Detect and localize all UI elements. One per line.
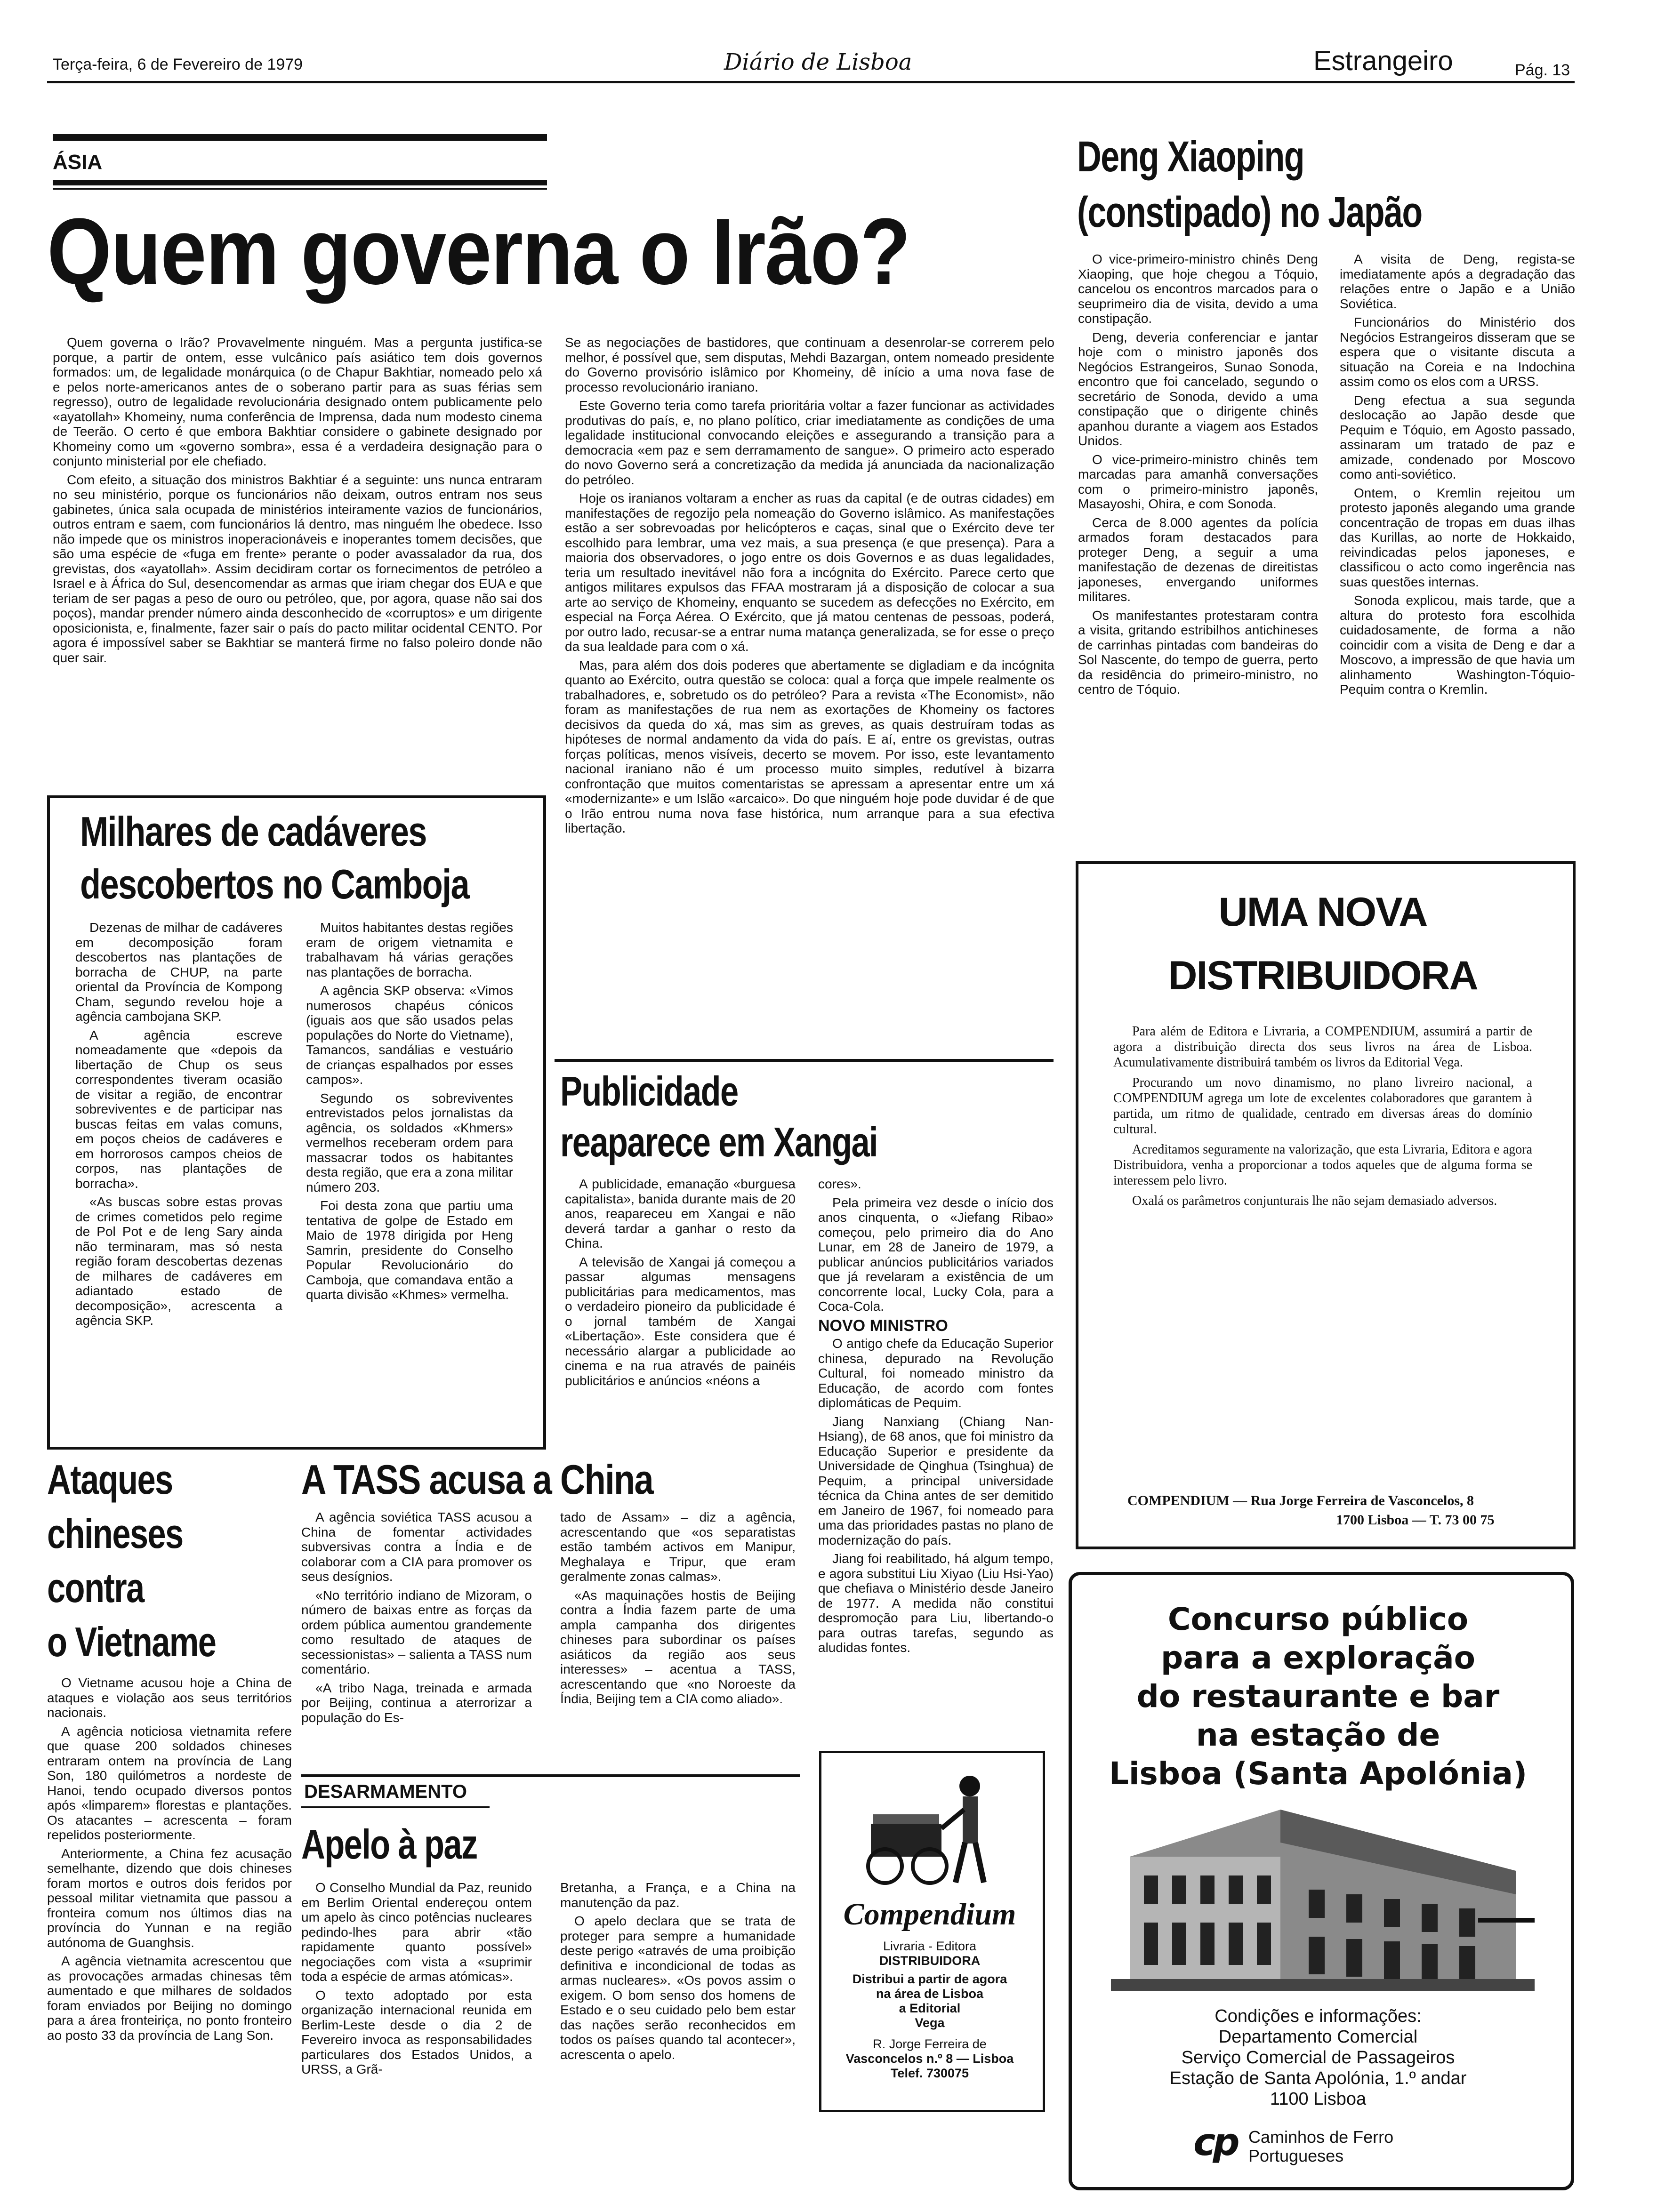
- cambodia-headline-line2: descobertos no Camboja: [80, 861, 469, 907]
- paz-headline: Apelo à paz: [301, 1821, 477, 1867]
- iran-column-2: [565, 335, 1054, 1050]
- ad-line: Distribui a partir de agora: [852, 1972, 1007, 1986]
- ad-line: na área de Lisboa: [876, 1987, 984, 2001]
- ad-line: R. Jorge Ferreira de: [873, 2037, 987, 2051]
- bookseller-illustration: [852, 1767, 1012, 1890]
- paragraph: Bretanha, a França, e a China na manutenção da paz.: [560, 1880, 796, 1910]
- tass-column-2: [560, 1510, 796, 1773]
- concurso-title: [1076, 1600, 1560, 1793]
- paragraph: Dezenas de milhar de cadáveres em decomposição foram descobertos nas plantações de borracha de CHUP, na parte oriental da Província de Kompong Cham, segundo revelou hoje a agência cambojana SKP.: [75, 920, 282, 1024]
- paragraph: Pela primeira vez desde o início dos anos cinquenta, o «Jiefang Ribao» começou, pelo primeiro dia do Ano Lunar, em 28 de Janeiro de 1979, a publicar anúncios publicitários variados que já revelaram a existência de um concorrente local, Lucky Cola, para a Coca-Cola.: [818, 1195, 1054, 1314]
- vietnam-column: [47, 1675, 292, 2160]
- info-line: Serviço Comercial de Passageiros: [1181, 2048, 1455, 2068]
- paz-column-1: [301, 1880, 532, 2163]
- paragraph: O Vietname acusou hoje a China de ataques e violação aos seus territórios nacionais.: [47, 1675, 292, 1720]
- station-photo: [1111, 1800, 1535, 1991]
- concurso-title-line: Lisboa (Santa Apolónia): [1109, 1755, 1528, 1792]
- paragraph: Procurando um novo dinamismo, no plano livreiro nacional, a COMPENDIUM agrega um lote de excelentes colaboradores que garantem à partida, um ritmo de qualidade, centrado em diversas áreas do domínio cultural.: [1113, 1075, 1532, 1137]
- distribuidora-address-line1: COMPENDIUM — Rua Jorge Ferreira de Vasconcelos, 8: [1127, 1493, 1474, 1508]
- concurso-title-line: para a exploração: [1161, 1640, 1475, 1676]
- paragraph: Oxalá os parâmetros conjunturais lhe não sejam demasiado adversos.: [1132, 1194, 1497, 1208]
- main-headline: Quem governa o Irão?: [47, 199, 910, 304]
- section-rule-bottom: [53, 180, 547, 185]
- paragraph: Deng efectua a sua segunda deslocação ao Japão desde que Pequim e Tóquio, em Agosto passado, assinaram um tratado de paz e amizade, condenado por Moscovo como anti-soviético.: [1340, 393, 1575, 481]
- tass-column-1: [301, 1510, 532, 1773]
- paragraph: Acreditamos seguramente na valorização, que esta Livraria, Editora e agora Distribuidora, venha a proporcionar a todos aqueles que de alguma forma se interessem pelo livro.: [1113, 1142, 1532, 1188]
- deng-headline-line2: (constipado) no Japão: [1077, 188, 1422, 236]
- ad-line: a Editorial: [899, 2001, 961, 2015]
- cambodia-headline-line1: Milhares de cadáveres: [80, 808, 426, 855]
- paragraph: Jiang foi reabilitado, há algum tempo, e agora substitui Liu Xiyao (Liu Hsi-Yao) que chefiava o Ministério desde Janeiro de 1977. A medida não constitui despromoção para Liu, libertando-o para outras tarefas, segundo as aludidas fontes.: [818, 1551, 1054, 1655]
- masthead: Diário de Lisboa: [724, 49, 912, 75]
- xangai-headline-line1: Publicidade: [560, 1068, 738, 1114]
- deng-column-1: [1078, 252, 1318, 835]
- paragraph: Jiang Nanxiang (Chiang Nan-Hsiang), de 68 anos, que foi ministro da Educação Superior e presidente da Universidade de Qinghua (Tsinghua) de Pequim, a principal universidade técnica da China antes de ser demitido em Janeiro de 1967, foi nomeado para uma das prioridades pastas no plano de modernização do país.: [818, 1414, 1054, 1547]
- ad-line: Telef. 730075: [890, 2066, 969, 2080]
- xangai-rule: [555, 1059, 1054, 1062]
- info-line: 1100 Lisboa: [1270, 2089, 1367, 2109]
- vietnam-headline-line1: Ataques: [47, 1456, 173, 1503]
- cp-logo-icon: cp: [1193, 2120, 1237, 2164]
- paragraph: A televisão de Xangai já começou a passar algumas mensagens publicitárias para medicamentos, mas o verdadeiro pioneiro da publicidade é o jornal também de Xangai «Libertação». Este considera que é necessário alargar a publicidade ao cinema e na rua através de painéis publicitários e anúncios «néons a: [565, 1254, 796, 1388]
- paz-column-2: [560, 1880, 796, 2163]
- paragraph: Cerca de 8.000 agentes da polícia armados foram destacados para proteger Deng, a seguir a uma manifestação de dezenas de direitistas japoneses, envergando uniformes militares.: [1078, 515, 1318, 604]
- paragraph: A publicidade, emanação «burguesa capitalista», banida durante mais de 20 anos, reapareceu em Xangai e não deverá tardar a ganhar o resto da China.: [565, 1177, 796, 1250]
- minister-subheading: NOVO MINISTRO: [818, 1316, 948, 1335]
- deng-column-2: [1340, 252, 1575, 835]
- concurso-title-line: Concurso público: [1167, 1601, 1469, 1637]
- ad-line: Livraria - Editora: [883, 1939, 977, 1953]
- ad-line: DISTRIBUIDORA: [879, 1954, 981, 1968]
- tass-headline: A TASS acusa a China: [301, 1456, 653, 1503]
- paragraph: Muitos habitantes destas regiões eram de origem vietnamita e trabalhavam há várias gerações nas plantações de borracha.: [306, 920, 513, 979]
- xangai-headline-line2: reaparece em Xangai: [560, 1119, 878, 1165]
- page-number: Pág. 13: [1515, 61, 1570, 79]
- paragraph: A agência SKP observa: «Vimos numerosos chapéus cónicos (iguais aos que são usados pelas populações do Norte do Vietname), Tamancos, sandálias e vestuário de crianças espalhados por esses campos».: [306, 983, 513, 1087]
- section-kicker: ÁSIA: [53, 151, 103, 174]
- paragraph: Anteriormente, a China fez acusação semelhante, dizendo que dois chineses foram mortos e outros dois feridos por pessoal militar vietnamita que passou a fronteira comum nos últimos dias na província do Yunnan e na região autónoma de Guanghsis.: [47, 1846, 292, 1950]
- paragraph: Hoje os iranianos voltaram a encher as ruas da capital (e de outras cidades) em manifestações de regozijo pela nomeação do Governo islâmico. As manifestações estão a ser sobrevoadas por helicópteros e caças, sinal que o Exército deve ter escolhido para lembrar, uma vez mais, a sua presença (e que presença). Para a maioria dos observadores, o jogo entre os dois Governos e as duas legalidades, teria um resultado inevitável não fora a incógnita do Exército. Parece certo que antigos militares expulsos das FFAA mostraram já a disposição de colocar a sua arte ao serviço de Khomeiny, enquanto se sucedem as defecções no Exército, em especial na Força Aérea. O Exército, que já matou centenas de pessoas, poderá, por outro lado, recusar-se a entrar numa matança generalizada, se for esse o preço da sua lealdade para com o xá.: [565, 491, 1054, 654]
- paragraph: «As maquinações hostis de Beijing contra a Índia fazem parte de uma ampla campanha dos dirigentes chineses para subordinar os países asiáticos da região aos seus interesses» – acentua a TASS, acrescentando que «no Noroeste da Índia, Beijing tem a CIA como aliado».: [560, 1587, 796, 1706]
- distribuidora-address-line2: 1700 Lisboa — T. 73 00 75: [1336, 1512, 1495, 1528]
- vietnam-headline-line2: chineses: [47, 1510, 183, 1557]
- deng-headline-line1: Deng Xiaoping: [1077, 133, 1304, 181]
- section-rule-top: [53, 134, 547, 141]
- paragraph: A visita de Deng, regista-se imediatamente após a degradação das relações entre o Japão e a União Soviética.: [1340, 252, 1575, 311]
- paragraph: Quem governa o Irão? Provavelmente ninguém. Mas a pergunta justifica-se porque, a partir de ontem, esse vulcânico país asiático tem dois governos formados: um, de legalidade monárquica (o de Chapur Bakhtiar, nomeado pelo xá e pelos norte-americanos antes de o soberano partir para as suas férias sem regresso), outro de legalidade revolucionária designado ontem publicamente pelo «ayatollah» Khomeiny, numa conferência de Imprensa, dada num modesto cinema de Teerão. O certo é que embora Bakhtiar considere o gabinete designado por Khomeiny como um «governo sombra», essa é a verdadeira designação para o conjunto ministerial por ele chefiado.: [53, 335, 542, 468]
- paragraph: O texto adoptado por esta organização internacional reunida em Berlim-Leste desde o dia 2 de Fevereiro invoca as responsabilidades particulares dos Estados Unidos, a URSS, a Grã-: [301, 1988, 532, 2076]
- vietnam-headline-line4: o Vietname: [47, 1619, 216, 1665]
- paragraph: O antigo chefe da Educação Superior chinesa, depurado na Revolução Cultural, foi nomeado ministro da Educação, de acordo com fontes diplomáticas de Pequim.: [818, 1336, 1054, 1410]
- paragraph: «No território indiano de Mizoram, o número de baixas entre as forças da ordem pública aumentou grandemente como resultado de ataques de secessionistas» – salienta a TASS num comentário.: [301, 1587, 532, 1676]
- paragraph: O vice-primeiro-ministro chinês Deng Xiaoping, que hoje chegou a Tóquio, cancelou os encontros marcados para o seuprimeiro dia de visita, devido a uma constipação.: [1078, 252, 1318, 326]
- paz-rule-mid: [301, 1806, 490, 1808]
- cambodia-column-1: [75, 920, 282, 1435]
- paragraph: «As buscas sobre estas provas de crimes cometidos pelo regime de Pol Pot e de Ieng Sary ainda não terminaram, mas só nesta região foram descobertas dezenas de milhares de cadáveres em adiantado estado de decomposição», acrescenta a agência SKP.: [75, 1194, 282, 1328]
- distribuidora-title-line2: DISTRIBUIDORA: [1168, 953, 1478, 998]
- paragraph: Sonoda explicou, mais tarde, que a altura do protesto fora escolhida cuidadosamente, de forma a não coincidir com a visita de Deng e dar a Moscovo, a impressão de que havia um alinhamento Washington-Tóquio-Pequim contra o Kremlin.: [1340, 593, 1575, 697]
- paragraph: A agência noticiosa vietnamita refere que quase 200 soldados chineses entraram ontem na província de Lang Son, 180 quilómetros a nordeste de Hanoi, tendo ocupado diversos pontos após «limparem» florestas e plantações. Os atacantes – acrescenta – foram repelidos posteriormente.: [47, 1723, 292, 1842]
- vietnam-headline-line3: contra: [47, 1564, 144, 1611]
- paragraph: O Conselho Mundial da Paz, reunido em Berlim Oriental endereçou ontem um apelo às cinco potências nucleares pedindo-lhes para abrir «tão rapidamente quanto possível» negociações com vista a «suprimir toda a espécie de armas atómicas».: [301, 1880, 532, 1984]
- paragraph: Deng, deveria conferenciar e jantar hoje com o ministro japonês dos Negócios Estrangeiros, Sunao Sonoda, encontro que foi cancelado, segundo o secretário de Sonoda, devido a uma constipação que o dirigente chinês apanhou durante a viagem aos Estados Unidos.: [1078, 329, 1318, 448]
- paragraph: tado de Assam» – diz a agência, acrescentando que «os separatistas estão também activos em Manipur, Meghalaya e Tripur, que eram geralmente zonas calmas».: [560, 1510, 796, 1584]
- paragraph: Funcionários do Ministério dos Negócios Estrangeiros disseram que se espera que o visitante discuta a situação na Coreia e na Indochina assim como os elos com a URSS.: [1340, 315, 1575, 389]
- concurso-title-line: do restaurante e bar: [1136, 1678, 1500, 1715]
- paz-kicker: DESARMAMENTO: [304, 1781, 467, 1802]
- info-line: Departamento Comercial: [1218, 2027, 1418, 2047]
- cp-company-line2: Portugueses: [1248, 2146, 1344, 2165]
- concurso-title-line: na estação de: [1196, 1717, 1440, 1753]
- info-line: Condições e informações:: [1215, 2006, 1422, 2026]
- info-line: Estação de Santa Apolónia, 1.º andar: [1169, 2068, 1467, 2088]
- paragraph: Este Governo teria como tarefa prioritária voltar a fazer funcionar as actividades produtivas do país, e, no plano político, criar imediatamente as condições de uma legalidade institucional convocando eleições e assegurando a transição para a democracia «em paz e sem derramamento de sangue». O primeiro acto esperado do novo Governo será a concretização da medida já anunciada da nacionalização do petróleo.: [565, 398, 1054, 487]
- xangai-column-1: [565, 1177, 796, 1445]
- paragraph: Com efeito, a situação dos ministros Bakhtiar é a seguinte: uns nunca entraram no seu ministério, porque os funcionários não deixam, outros entram nos seus gabinetes, única sala ocupada de ministérios inteiramente vazios de funcionários, outros entram e saem, com funcionários lá dentro, mas ninguém lhe obedece. Isso não impede que os ministros inoperacionáveis e inoperantes tomem decisões, que são uma espécie de «fuga em frente» perante o poder avassalador da rua, dos grevistas, dos «ayatollah». Assim decidiram cortar os fornecimentos de petróleo a Israel e à África do Sul, desencomendar as armas que iriam chegar dos EUA e que teriam de ser pagas a peso de ouro ou petróleo, que, por agora, quase não sai dos poços), mandar prender número ainda desconhecido de «corruptos» e um dirigente oposicionista, e, finalmente, fazer sair o país do pacto militar ocidental CENTO. Por agora é impossível saber se Bakhtiar se manterá firme no falso poleiro donde não quer sair.: [53, 472, 542, 665]
- paragraph: Se as negociações de bastidores, que continuam a desenrolar-se correrem pelo melhor, é possível que, sem disputas, Mehdi Bazargan, ontem nomeado presidente do Governo provisório islâmico por Khomeiny, dê início a uma nova fase de processo revolucionário iraniano.: [565, 335, 1054, 394]
- compendium-small-text: [828, 1939, 1031, 2081]
- paragraph: A agência soviética TASS acusou a China de fomentar actividades subversivas contra a Índia e de colaborar com a CIA para promover os seus desígnios.: [301, 1510, 532, 1584]
- paragraph: O apelo declara que se trata de proteger para sempre a humanidade deste perigo «através de uma proibição definitiva e incondicional de todas as armas nucleares». «Os povos assim o exigem. O bom senso dos homens de Estado e o seu cuidado pelo bem estar das nações serão reconhecidos em todos os países quando tal acontecer», acrescenta o apelo.: [560, 1914, 796, 2062]
- paragraph: Mas, para além dos dois poderes que abertamente se digladiam e da incógnita quanto ao Exército, outra questão se coloca: qual a força que impele realmente os trabalhadores, e, sobretudo os do petróleo? Para a revista «The Economist», não foram as manifestações de rua nem as exortações de Khomeiny os factores decisivos da queda do xá, mas sim as greves, as quais destruíram todas as hipóteses de normal andamento da vida do país. E aí, entre os grevistas, outras forças políticas, menos visíveis, decerto se movem. Por isso, este levantamento nacional iraniano não é um processo muito simples, redutível à bizarra confrontação que muitos comentaristas se apressam a apresentar entre um xá «modernizante» e um Islão «arcaico». Do que ninguém hoje pode duvidar é de que o Irão entrou numa nova fase histórica, num arranque para a sua efectiva libertação.: [565, 657, 1054, 835]
- concurso-info: [1076, 2006, 1560, 2109]
- section-rule-thin: [53, 188, 547, 190]
- paragraph: A agência escreve nomeadamente que «depois da libertação de Chup os seus correspondentes tiveram ocasião de visitar a região, de encontrar sobreviventes e de participar nas buscas feitas em valas comuns, em poços cheios de cadáveres e em horrorosos campos cheios de corpos, nas plantações de borracha».: [75, 1027, 282, 1191]
- paragraph: cores».: [818, 1177, 861, 1191]
- paz-rule-top: [301, 1774, 800, 1777]
- ad-line: Vega: [915, 2016, 945, 2030]
- paragraph: «A tribo Naga, treinada e armada por Beijing, continua a aterrorizar a população do Es-: [301, 1680, 532, 1725]
- paragraph: Foi desta zona que partiu uma tentativa de golpe de Estado em Maio de 1978 dirigida por Heng Samrin, presidente do Conselho Popular Revolucionário do Camboja, que comandava então a quarta divisão «Khmes» vermelha.: [306, 1198, 513, 1302]
- cambodia-column-2: [306, 920, 513, 1435]
- paragraph: Os manifestantes protestaram contra a visita, gritando estribilhos antichineses de carrinhas pintadas com bandeiras do Sol Nascente, do tempo de guerra, perto da residência do primeiro-ministro, no centro de Tóquio.: [1078, 608, 1318, 697]
- iran-column-1: [53, 335, 542, 747]
- paragraph: A agência vietnamita acrescentou que as provocações armadas chinesas têm aumentado e que milhares de soldados foram enviados por Beijing no domingo para a área fronteiriça, no ponto fronteiro ao posto 33 da província de Lang Son.: [47, 1954, 292, 2043]
- distribuidora-title-line1: UMA NOVA: [1218, 890, 1427, 935]
- paragraph: Ontem, o Kremlin rejeitou um protesto japonês alegando uma grande concentração de tropas em duas ilhas das Kurillas, ao norte de Hokkaido, reivindicadas pelos japoneses, e classificou o acto como ingerência nas suas questões internas.: [1340, 485, 1575, 589]
- section-title: Estrangeiro: [1313, 46, 1453, 76]
- cp-company-line1: Caminhos de Ferro: [1248, 2127, 1394, 2147]
- distribuidora-body: [1113, 1024, 1532, 1213]
- compendium-small-logo: Compendium: [843, 1897, 1016, 1931]
- paragraph: Para além de Editora e Livraria, a COMPENDIUM, assumirá a partir de agora a distribuição directa dos seus livros na área de Lisboa. Acumulativamente distribuirá também os livros da Editorial Vega.: [1113, 1024, 1532, 1070]
- ad-line: Vasconcelos n.º 8 — Lisboa: [845, 2052, 1014, 2066]
- paragraph: Segundo os sobreviventes entrevistados pelos jornalistas da agência, os soldados «Khmers» vermelhos receberam ordem para massacrar todos os habitantes desta região, que era a zona militar número 203.: [306, 1090, 513, 1194]
- xangai-column-2: [818, 1177, 1054, 1666]
- header-date: Terça-feira, 6 de Fevereiro de 1979: [53, 56, 303, 73]
- paragraph: O vice-primeiro-ministro chinês tem marcadas para amanhã conversações com o primeiro-ministro japonês, Masayoshi, Ohira, e com Sonoda.: [1078, 452, 1318, 511]
- header-rule: [47, 81, 1575, 83]
